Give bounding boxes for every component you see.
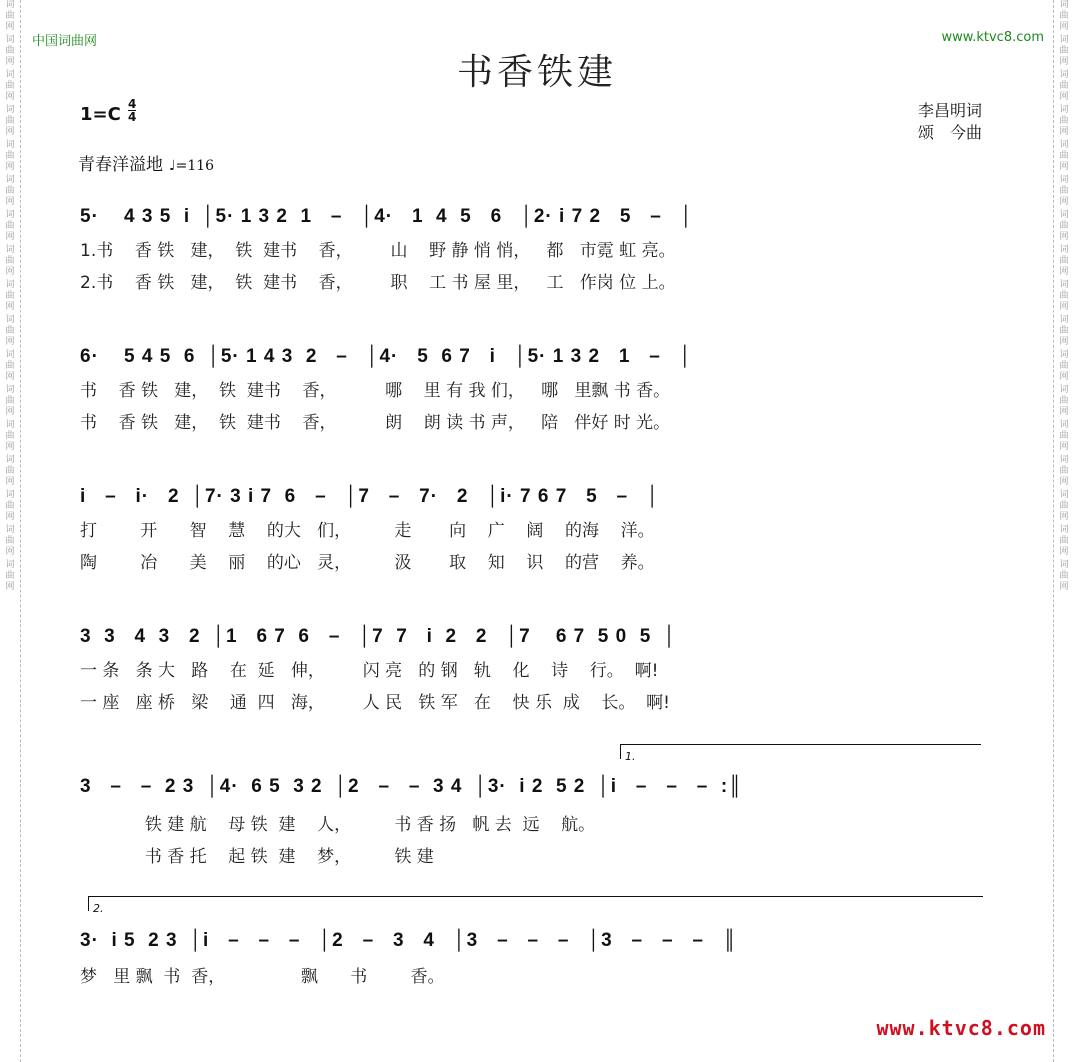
time-bottom: 4 [128, 110, 137, 124]
time-signature [128, 98, 136, 123]
right-watermark-strip [1053, 0, 1074, 1062]
watermark-text: 词 曲 网 [5, 210, 15, 242]
lyric-verse-1: 1.书 香 铁 建， 铁 建书 香， 山 野 静 悄 悄， 都 市霓 虹 亮。 [80, 241, 676, 261]
watermark-text: 词 曲 网 [5, 315, 15, 347]
watermark-text: 词 曲 网 [5, 35, 15, 67]
watermark-text: 词 曲 网 [1059, 455, 1069, 487]
song-title: 书香铁建 [456, 52, 617, 93]
staff-row-3 [80, 472, 992, 573]
watermark-text: 词 曲 网 [1059, 210, 1069, 242]
watermark-text: 词 曲 网 [5, 280, 15, 312]
expression: 青春洋溢地 [78, 155, 163, 175]
watermark-text: 词 曲 网 [1059, 175, 1069, 207]
staff-row-6 [80, 916, 992, 987]
lyric-verse-1: 一 条 条 大 路 在 延 伸， 闪 亮 的 钢 轨 化 诗 行。 啊! [80, 661, 659, 681]
site-url[interactable]: www.ktvc8.com [941, 30, 1044, 45]
watermark-text: 词 曲 网 [1059, 280, 1069, 312]
watermark-text: 词 曲 网 [5, 175, 15, 207]
watermark-text: 词 曲 网 [1059, 490, 1069, 522]
watermark-text: 词 曲 网 [5, 490, 15, 522]
notes-line: i – i· 2 │7· 3 i 7 6 – │7 – 7· 2 │i· 7 6 7 5 – │ [80, 486, 660, 507]
watermark-text: 词 曲 网 [5, 420, 15, 452]
watermark-text: 词 曲 网 [1059, 140, 1069, 172]
site-name[interactable]: 中国词曲网 [32, 34, 98, 49]
watermark-text: 词 曲 网 [1059, 70, 1069, 102]
notes-line: 3· i 5 2 3 │i – – – │2 – 3 4 │3 – – – │3 – – – ║ [80, 930, 738, 951]
credits [918, 100, 982, 144]
tempo-value: ♩=116 [169, 158, 215, 174]
watermark-text: 词 曲 网 [1059, 525, 1069, 557]
left-watermark-strip [0, 0, 21, 1062]
watermark-text: 词 曲 网 [5, 245, 15, 277]
lyric-verse-1: 梦 里 飘 书 香， 飘 书 香。 [80, 967, 445, 987]
watermark-text: 词 曲 网 [5, 525, 15, 557]
key-signature: 1=C [80, 104, 121, 125]
volta-2: 2. [88, 896, 983, 911]
watermark-text: 词 曲 网 [5, 140, 15, 172]
staff-row-2 [80, 332, 992, 433]
staff-row-5 [80, 762, 992, 867]
footer-watermark: www.ktvc8.com [876, 1016, 1046, 1040]
watermark-text: 词 曲 网 [5, 70, 15, 102]
tempo-marking [78, 150, 214, 175]
lyric-verse-1: 铁 建 航 母 铁 建 人， 书 香 扬 帆 去 远 航。 [80, 815, 596, 835]
lyric-verse-2: 陶 冶 美 丽 的心 灵， 汲 取 知 识 的营 养。 [80, 553, 655, 573]
watermark-text: 词 曲 网 [5, 455, 15, 487]
lyric-verse-2: 书 香 铁 建， 铁 建书 香， 朗 朗 读 书 声， 陪 伴好 时 光。 [80, 413, 671, 433]
watermark-text: 词 曲 网 [1059, 105, 1069, 137]
time-top: 4 [128, 97, 137, 111]
lyric-verse-1: 书 香 铁 建， 铁 建书 香， 哪 里 有 我 们， 哪 里飘 书 香。 [80, 381, 671, 401]
watermark-text: 词 曲 网 [1059, 560, 1069, 592]
watermark-text: 词 曲 网 [5, 385, 15, 417]
notes-line: 3 – – 2 3 │4· 6 5 3 2 │2 – – 3 4 │3· i 2 5 2 │i – – – :║ [80, 776, 743, 797]
lyric-verse-2: 书 香 托 起 铁 建 梦， 铁 建 [80, 847, 434, 867]
notes-line: 5· 4 3 5 i │5· 1 3 2 1 – │4· 1 4 5 6 │2· i 7 2 5 – │ [80, 206, 694, 227]
notes-line: 3 3 4 3 2 │1 6 7 6 – │7 7 i 2 2 │7 6 7 5 0 5 │ [80, 626, 677, 647]
watermark-text: 词 曲 网 [1059, 245, 1069, 277]
watermark-text: 词 曲 网 [1059, 315, 1069, 347]
watermark-text: 词 曲 网 [1059, 385, 1069, 417]
notes-line: 6· 5 4 5 6 │5· 1 4 3 2 – │4· 5 6 7 i │5· 1 3 2 1 – │ [80, 346, 693, 367]
watermark-text: 词 曲 网 [5, 105, 15, 137]
watermark-text: 词 曲 网 [5, 560, 15, 592]
watermark-text: 词 曲 网 [1059, 350, 1069, 382]
lyric-verse-1: 打 开 智 慧 的大 们， 走 向 广 阔 的海 洋。 [80, 521, 655, 541]
lyric-verse-2: 一 座 座 桥 梁 通 四 海， 人 民 铁 军 在 快 乐 成 长。 啊! [80, 693, 670, 713]
staff-row-4 [80, 612, 992, 713]
watermark-text: 词 曲 网 [5, 350, 15, 382]
staff-row-1 [80, 192, 992, 293]
lyricist: 李昌明词 [917, 101, 982, 120]
watermark-text: 词 曲 网 [5, 0, 15, 32]
composer: 颂 今曲 [917, 123, 982, 142]
lyric-verse-2: 2.书 香 铁 建， 铁 建书 香， 职 工 书 屋 里， 工 作岗 位 上。 [80, 273, 676, 293]
watermark-text: 词 曲 网 [1059, 420, 1069, 452]
watermark-text: 词 曲 网 [1059, 35, 1069, 67]
volta-1: 1. [620, 744, 981, 759]
watermark-text: 词 曲 网 [1059, 0, 1069, 32]
